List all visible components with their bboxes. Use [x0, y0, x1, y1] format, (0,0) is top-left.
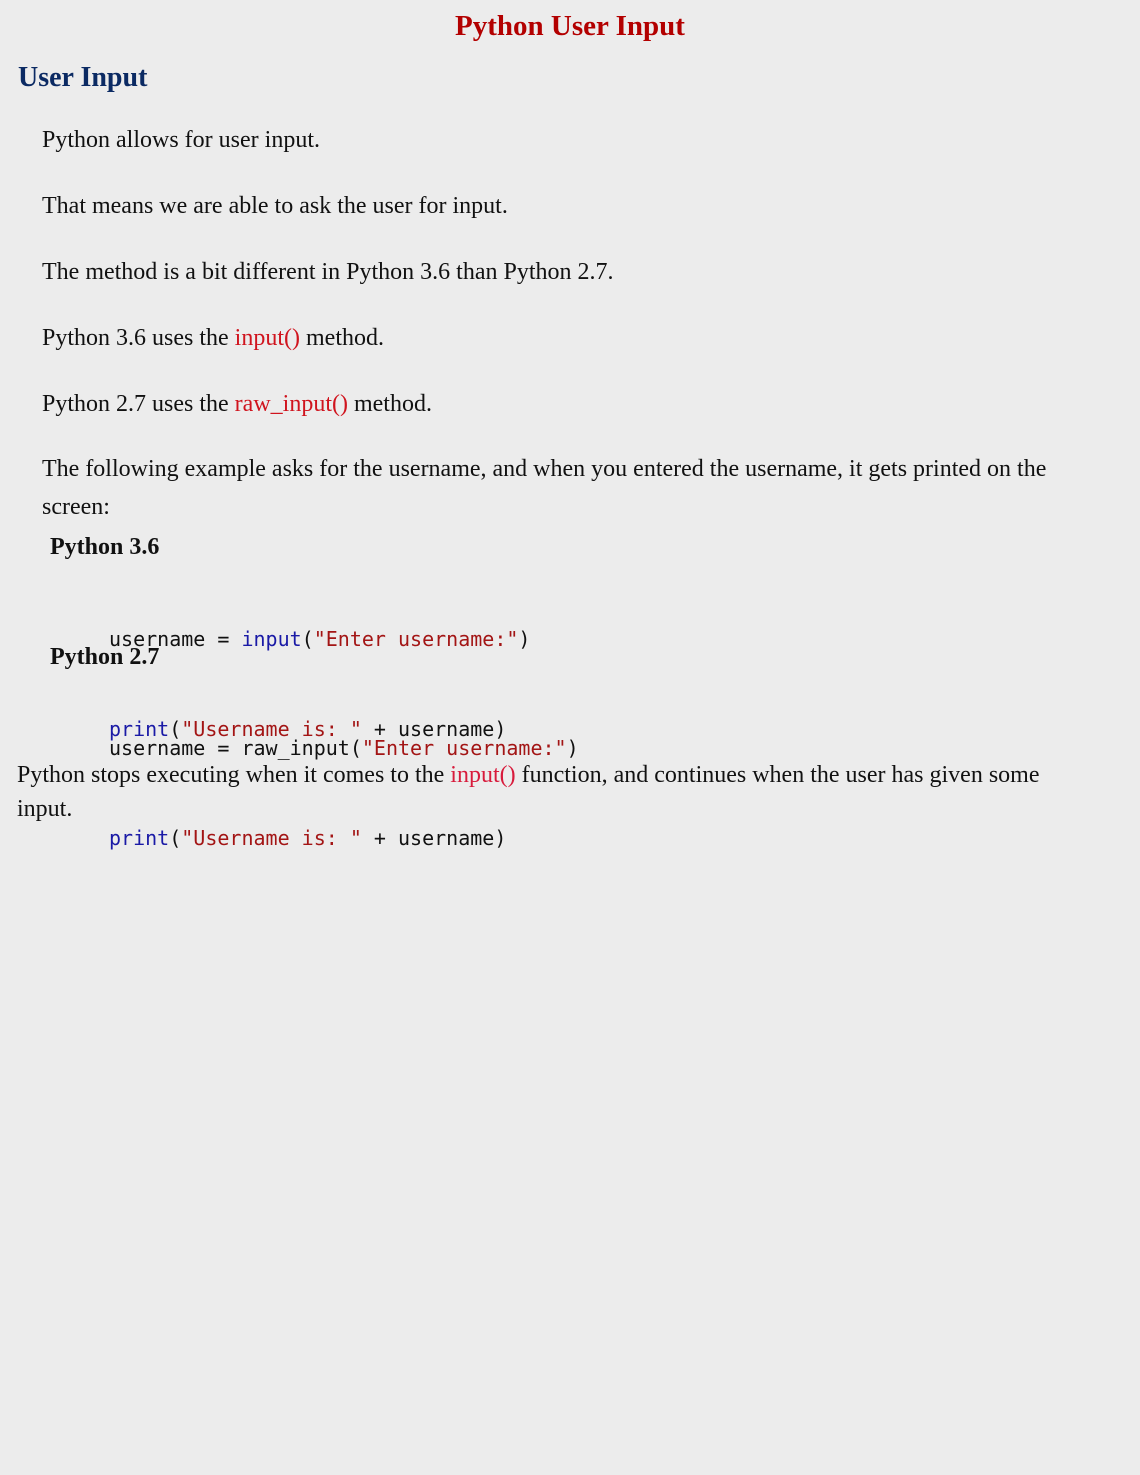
paragraph-python27-method: [42, 385, 1112, 423]
inline-code-input: input(): [450, 762, 516, 788]
code-token-builtin: print: [109, 717, 170, 741]
code-token: (: [169, 717, 182, 741]
code-token-string: "Enter username:": [361, 736, 567, 760]
example-heading-python27: Python 2.7: [50, 644, 160, 670]
code-token: ): [566, 736, 579, 760]
paragraph-python36-method: [42, 319, 1112, 357]
text-segment: method.: [347, 391, 432, 417]
text-segment: Python stops executing when it comes to the: [17, 762, 451, 788]
code-token-string: "Username is: ": [181, 826, 362, 850]
text-segment: Python 2.7 uses the: [42, 391, 235, 417]
code-token: (: [301, 627, 314, 651]
text-segment: function, and continues when the user has given some input.: [17, 762, 1040, 822]
inline-code-raw-input: raw_input(): [234, 391, 348, 417]
text-segment: method.: [300, 325, 384, 351]
section-heading: User Input: [18, 62, 148, 93]
paragraph-example-intro: The following example asks for the username, and when you entered the username, it gets printed on the screen:: [42, 456, 1047, 520]
code-token-string: "Enter username:": [313, 627, 519, 651]
paragraph-intro: Python allows for user input.: [42, 127, 320, 153]
code-token: ): [518, 627, 531, 651]
paragraph-closing: [17, 758, 1097, 826]
code-token-builtin: print: [109, 826, 170, 850]
paragraph-method-difference: The method is a bit different in Python 3.6 than Python 2.7.: [42, 259, 614, 285]
code-token: + username): [361, 826, 507, 850]
code-line: [109, 624, 530, 654]
example-heading-python36: Python 3.6: [50, 534, 160, 560]
code-token-builtin: input: [241, 627, 302, 651]
inline-code-input: input(): [234, 325, 300, 351]
text-segment: Python 3.6 uses the: [42, 325, 235, 351]
code-line: [109, 823, 579, 853]
paragraph-ask-user: That means we are able to ask the user for input.: [42, 193, 508, 219]
code-token: + username): [361, 717, 507, 741]
code-token: username =: [109, 627, 242, 651]
page-title: Python User Input: [455, 10, 685, 42]
code-token: username = raw_input(: [109, 736, 362, 760]
code-token-string: "Username is: ": [181, 717, 362, 741]
code-token: (: [169, 826, 182, 850]
